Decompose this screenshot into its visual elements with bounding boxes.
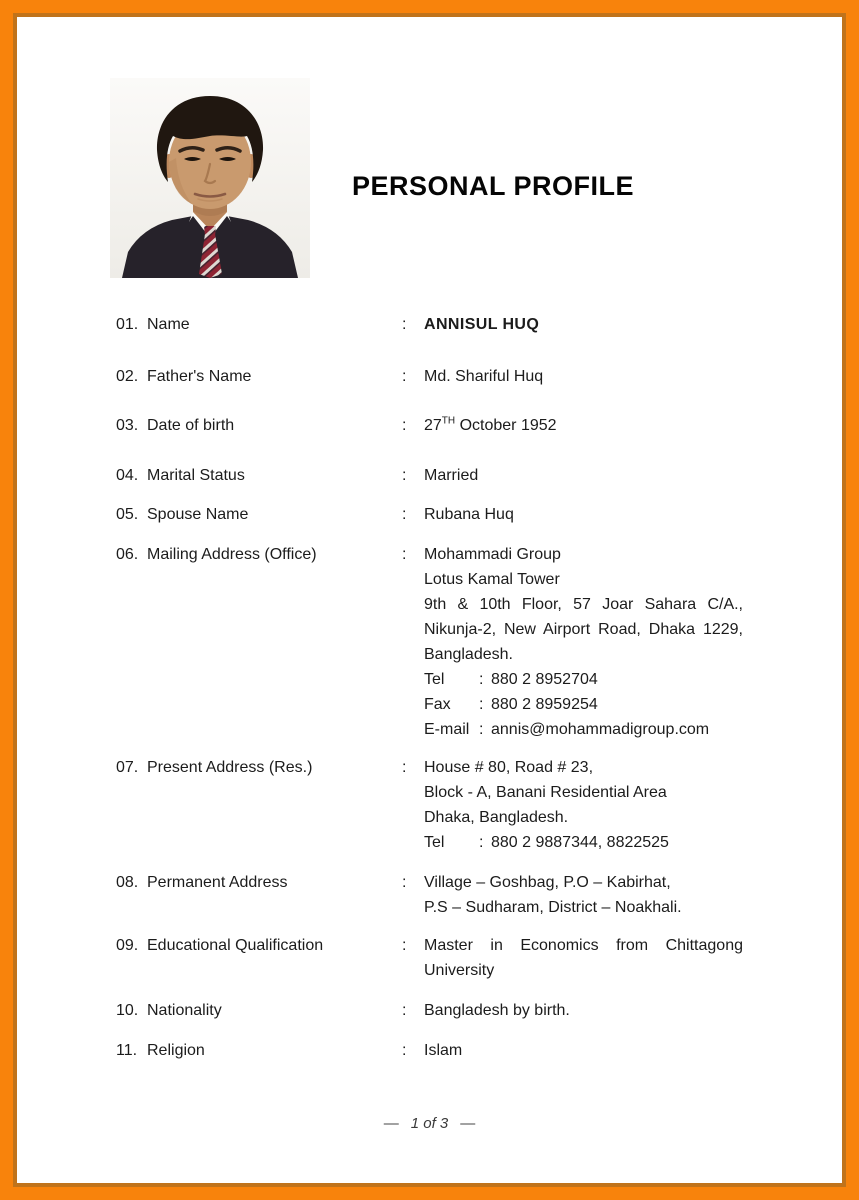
row-value bbox=[424, 933, 743, 983]
row-number: 09. bbox=[116, 937, 139, 954]
contact-list bbox=[424, 667, 743, 742]
row-value: Bangladesh by birth. bbox=[424, 1002, 570, 1019]
page-title: PERSONAL PROFILE bbox=[352, 171, 635, 201]
value-line: P.S – Sudharam, District – Noakhali. bbox=[424, 899, 682, 916]
profile-row-nationality bbox=[116, 998, 743, 1023]
row-number: 06. bbox=[116, 546, 139, 563]
row-colon: : bbox=[402, 937, 407, 954]
row-label: Spouse Name bbox=[147, 506, 249, 523]
contact-colon: : bbox=[479, 671, 484, 688]
row-number: 10. bbox=[116, 1002, 139, 1019]
row-label: Permanent Address bbox=[147, 874, 288, 891]
contact-label: Fax bbox=[424, 696, 451, 713]
contact-value: 880 2 8952704 bbox=[491, 671, 598, 688]
row-number: 01. bbox=[116, 316, 139, 333]
profile-row-mailing-address bbox=[116, 542, 743, 742]
footer-dash-right: — bbox=[460, 1115, 476, 1132]
profile-row-spouse-name bbox=[116, 502, 743, 527]
portrait-illustration bbox=[110, 78, 310, 278]
profile-sheet bbox=[17, 17, 842, 1183]
row-label: Marital Status bbox=[147, 467, 245, 484]
contact-label: Tel bbox=[424, 834, 445, 851]
contact-colon: : bbox=[479, 696, 484, 713]
value-line: Block - A, Banani Residential Area bbox=[424, 784, 667, 801]
row-label: Mailing Address (Office) bbox=[147, 546, 317, 563]
row-number: 05. bbox=[116, 506, 139, 523]
value-line: Lotus Kamal Tower bbox=[424, 571, 560, 588]
page-frame bbox=[13, 13, 846, 1187]
ordinal-suffix: TH bbox=[441, 415, 456, 427]
profile-row-fathers-name bbox=[116, 364, 743, 389]
contact-row bbox=[424, 830, 743, 855]
row-label: Date of birth bbox=[147, 417, 235, 434]
row-value: Married bbox=[424, 467, 479, 484]
row-colon: : bbox=[402, 417, 407, 434]
row-colon: : bbox=[402, 1042, 407, 1059]
row-number: 03. bbox=[116, 417, 139, 434]
birth-month-year: October 1952 bbox=[455, 417, 557, 434]
profile-row-date-of-birth bbox=[116, 413, 743, 438]
row-value bbox=[424, 755, 743, 855]
contact-colon: : bbox=[479, 834, 484, 851]
contact-row bbox=[424, 667, 743, 692]
profile-row-permanent-address bbox=[116, 870, 743, 920]
row-colon: : bbox=[402, 467, 407, 484]
row-colon: : bbox=[402, 506, 407, 523]
value-line: Mohammadi Group bbox=[424, 546, 561, 563]
row-value: Rubana Huq bbox=[424, 506, 514, 523]
profile-row-name bbox=[116, 312, 743, 337]
row-label: Nationality bbox=[147, 1002, 222, 1019]
profile-rows bbox=[116, 312, 743, 1063]
contact-value: annis@mohammadigroup.com bbox=[491, 721, 710, 738]
row-value: Md. Shariful Huq bbox=[424, 368, 544, 385]
profile-row-present-address bbox=[116, 755, 743, 855]
value-line: House # 80, Road # 23, bbox=[424, 759, 594, 776]
birth-day: 27 bbox=[424, 417, 442, 434]
footer bbox=[116, 1111, 743, 1136]
row-value bbox=[424, 413, 743, 438]
contact-row bbox=[424, 717, 743, 742]
contact-value: 880 2 9887344, 8822525 bbox=[491, 834, 669, 851]
row-colon: : bbox=[402, 1002, 407, 1019]
row-colon: : bbox=[402, 368, 407, 385]
row-value: Islam bbox=[424, 1042, 463, 1059]
row-value bbox=[424, 870, 743, 920]
profile-row-educational-qualification bbox=[116, 933, 743, 983]
row-colon: : bbox=[402, 316, 407, 333]
profile-row-religion bbox=[116, 1038, 743, 1063]
contact-label: Tel bbox=[424, 671, 445, 688]
row-colon: : bbox=[402, 759, 407, 776]
row-colon: : bbox=[402, 546, 407, 563]
value-line: Dhaka, Bangladesh. bbox=[424, 809, 569, 826]
row-label: Name bbox=[147, 316, 190, 333]
value-line: Master in Economics from Chittagong University bbox=[424, 937, 743, 979]
footer-dash-left: — bbox=[383, 1115, 399, 1132]
row-label: Religion bbox=[147, 1042, 205, 1059]
row-value bbox=[424, 542, 743, 742]
row-label: Present Address (Res.) bbox=[147, 759, 313, 776]
row-label: Educational Qualification bbox=[147, 937, 324, 954]
row-number: 07. bbox=[116, 759, 139, 776]
contact-row bbox=[424, 692, 743, 717]
profile-row-marital-status bbox=[116, 463, 743, 488]
row-number: 11. bbox=[116, 1042, 138, 1059]
row-label: Father's Name bbox=[147, 368, 252, 385]
row-colon: : bbox=[402, 874, 407, 891]
value-line: 9th & 10th Floor, 57 Joar Sahara C/A., Nikunja-2, New Airport Road, Dhaka 1229, Bangladesh. bbox=[424, 596, 743, 663]
contact-colon: : bbox=[479, 721, 484, 738]
contact-value: 880 2 8959254 bbox=[491, 696, 598, 713]
value-line: Village – Goshbag, P.O – Kabirhat, bbox=[424, 874, 671, 891]
page-number: 1 of 3 bbox=[410, 1115, 449, 1132]
row-number: 04. bbox=[116, 467, 139, 484]
contact-label: E-mail bbox=[424, 721, 470, 738]
profile-photo bbox=[110, 78, 310, 278]
row-number: 02. bbox=[116, 368, 139, 385]
row-value: ANNISUL HUQ bbox=[424, 316, 540, 333]
row-number: 08. bbox=[116, 874, 139, 891]
